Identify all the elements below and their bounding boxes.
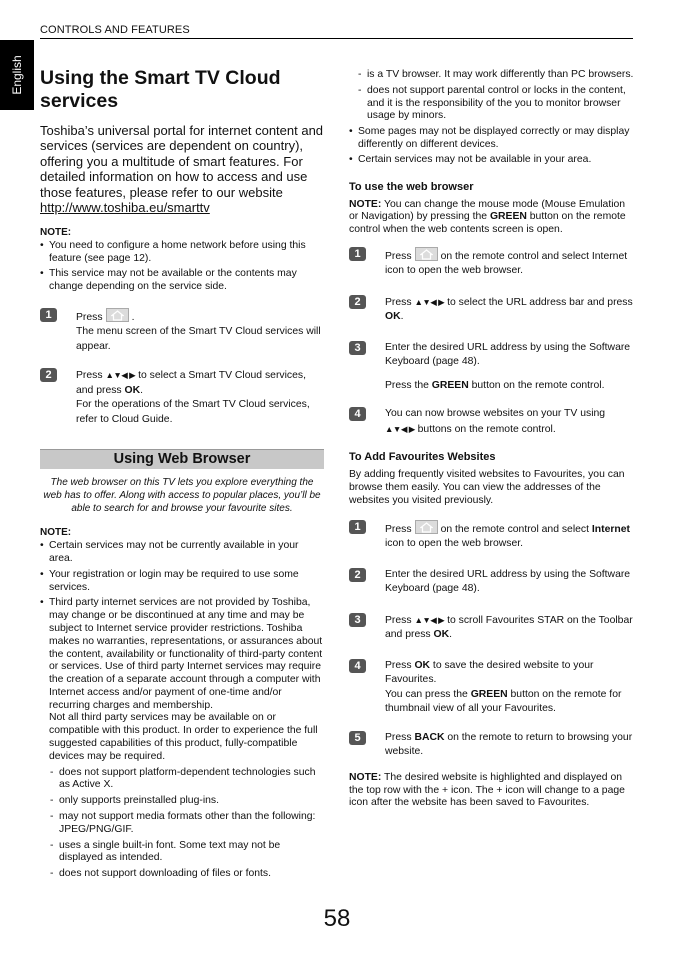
- fav-step-4: 4 Press OK to save the desired website to your Favourites. You can press the GREEN button on the remote for thumbnail view of all your Favourites.: [349, 659, 634, 717]
- web-step-2: 2 Press ▲▼◀ ▶ to select the URL address bar and press OK.: [349, 295, 634, 325]
- dash-list: [349, 69, 634, 123]
- section-band: Using Web Browser: [40, 449, 324, 469]
- intro-paragraph: [40, 123, 324, 215]
- list-item: • Certain services may not be available in your area.: [349, 154, 634, 167]
- list-item: - does not support parental control or locks in the content, and it is the responsibility of the you to monitor browser usage by minors.: [357, 85, 634, 123]
- list-item: - does not support downloading of files or fonts.: [49, 868, 324, 881]
- step-number: 3: [349, 341, 366, 355]
- bullet-list: [349, 126, 634, 166]
- web-note: NOTE: You can change the mouse mode (Mouse Emulation or Navigation) by pressing the GREEN button on the remote control when the web contents screen is open.: [349, 198, 626, 236]
- home-icon: [415, 247, 438, 261]
- step-number: 1: [40, 308, 57, 322]
- direction-arrows-icon: ▲▼◀ ▶: [385, 423, 415, 434]
- fav-step-1: 1 Press on the remote control and select Internet icon to open the web browser.: [349, 520, 634, 552]
- direction-arrows-icon: ▲▼◀ ▶: [414, 614, 445, 625]
- section-header: CONTROLS AND FEATURES: [40, 24, 190, 36]
- list-item: • Some pages may not be displayed correctly or may display differently on different devices.: [349, 126, 634, 152]
- list-item: • Third party internet services are not provided by Toshiba, may change or be discontinued at any time and may be subject to Internet service provider restrictions. Toshiba makes no warranties, representations, or assurances about the content, availability or functionality of third-party content or services. Use of third party Internet services may require the creation of a separate account through a computer with Internet access and/or payment of one-time and/or recurring charges and membership. Not all third party services may be available on or compatible with this product. In order to experience the full suggested capabilities of this product, fully-compatible devices may be required. - does not support platform-dependent technologies such as Active X. - only supports preinstalled plug-ins. - may not support media formats other than the following: JPEG/PNG/GIF. - uses a single built-in font. Some text may not be displayed as intended. - does not support downloading of files or fonts.: [40, 597, 324, 881]
- cloud-step-2: 2 Press ▲▼◀ ▶ to select a Smart TV Cloud services, and press OK. For the operations of the Smart TV Cloud services, refer to Cloud Guide.: [40, 368, 324, 427]
- web-step-3: 3 Enter the desired URL address by using the Software Keyboard (page 48). Press the GREEN button on the remote control.: [349, 341, 634, 394]
- list-item: - only supports preinstalled plug-ins.: [49, 795, 324, 808]
- step-number: 1: [349, 520, 366, 534]
- note-label: NOTE:: [40, 227, 72, 239]
- step-number: 2: [40, 368, 57, 382]
- final-note: NOTE: The desired website is highlighted and displayed on the top row with the + icon. The + icon will change to a page icon after the website has been saved to Favourites.: [349, 771, 625, 809]
- list-item: - may not support media formats other than the following: JPEG/PNG/GIF.: [49, 811, 324, 837]
- header-rule: [40, 38, 633, 39]
- step-number: 3: [349, 613, 366, 627]
- list-item: - is a TV browser. It may work differently than PC browsers.: [357, 69, 634, 82]
- list-item: • You need to configure a home network before using this feature (see page 12).: [40, 240, 324, 266]
- page-title: Using the Smart TV Cloud services: [40, 67, 281, 112]
- direction-arrows-icon: ▲▼◀ ▶: [105, 370, 136, 381]
- web-step-1: 1 Press on the remote control and select Internet icon to open the web browser.: [349, 247, 634, 279]
- favourites-intro: By adding frequently visited websites to Favourites, you can browse them easily. You can view the addresses of the websites you visited previously.: [349, 469, 625, 507]
- note-label: NOTE:: [40, 527, 72, 539]
- step-number: 4: [349, 659, 366, 673]
- dash-list: [49, 767, 324, 881]
- favourites-heading: To Add Favourites Websites: [349, 451, 496, 464]
- step-number: 2: [349, 295, 366, 309]
- language-tab-label: English: [10, 55, 24, 95]
- web-step-4: 4 You can now browse websites on your TV using ▲▼◀ ▶ buttons on the remote control.: [349, 407, 634, 437]
- toshiba-link[interactable]: http://www.toshiba.eu/smarttv: [40, 200, 210, 216]
- fav-step-3: 3 Press ▲▼◀ ▶ to scroll Favourites STAR on the Toolbar and press OK.: [349, 613, 634, 643]
- note-list: [40, 540, 324, 881]
- page-number: 58: [323, 905, 351, 932]
- fav-step-5: 5 Press BACK on the remote to return to browsing your website.: [349, 731, 634, 760]
- language-tab: [0, 40, 34, 110]
- cloud-step-1: 1 Press . The menu screen of the Smart TV Cloud services will appear.: [40, 308, 324, 355]
- left-column: [40, 67, 324, 884]
- list-item: - uses a single built-in font. Some text may not be displayed as intended.: [49, 840, 324, 866]
- note-list: [40, 240, 324, 293]
- intro-text: Toshiba’s universal portal for internet content and services (services are dependent on country), offering you a multitude of smart features. For detailed information on how to access and use those features, please refer to our website: [40, 123, 324, 200]
- list-item: - does not support platform-dependent technologies such as Active X.: [49, 767, 324, 793]
- step-number: 5: [349, 731, 366, 745]
- home-icon: [415, 520, 438, 534]
- step-number: 1: [349, 247, 366, 261]
- web-browser-intro: The web browser on this TV lets you explore everything the web has to offer. Along with access to popular places, you’ll be able to search for and browse your favourite sites.: [43, 477, 321, 515]
- step-number: 4: [349, 407, 366, 421]
- fav-step-2: 2 Enter the desired URL address by using the Software Keyboard (page 48).: [349, 568, 634, 597]
- right-column: [349, 69, 634, 810]
- list-item: • Your registration or login may be required to use some services.: [40, 569, 324, 595]
- list-item: • Certain services may not be currently available in your area.: [40, 540, 324, 566]
- direction-arrows-icon: ▲▼◀ ▶: [414, 296, 445, 307]
- step-number: 2: [349, 568, 366, 582]
- home-icon: [106, 308, 129, 322]
- list-item: • This service may not be available or the contents may change depending on the service side.: [40, 268, 324, 294]
- web-browser-heading: To use the web browser: [349, 180, 474, 193]
